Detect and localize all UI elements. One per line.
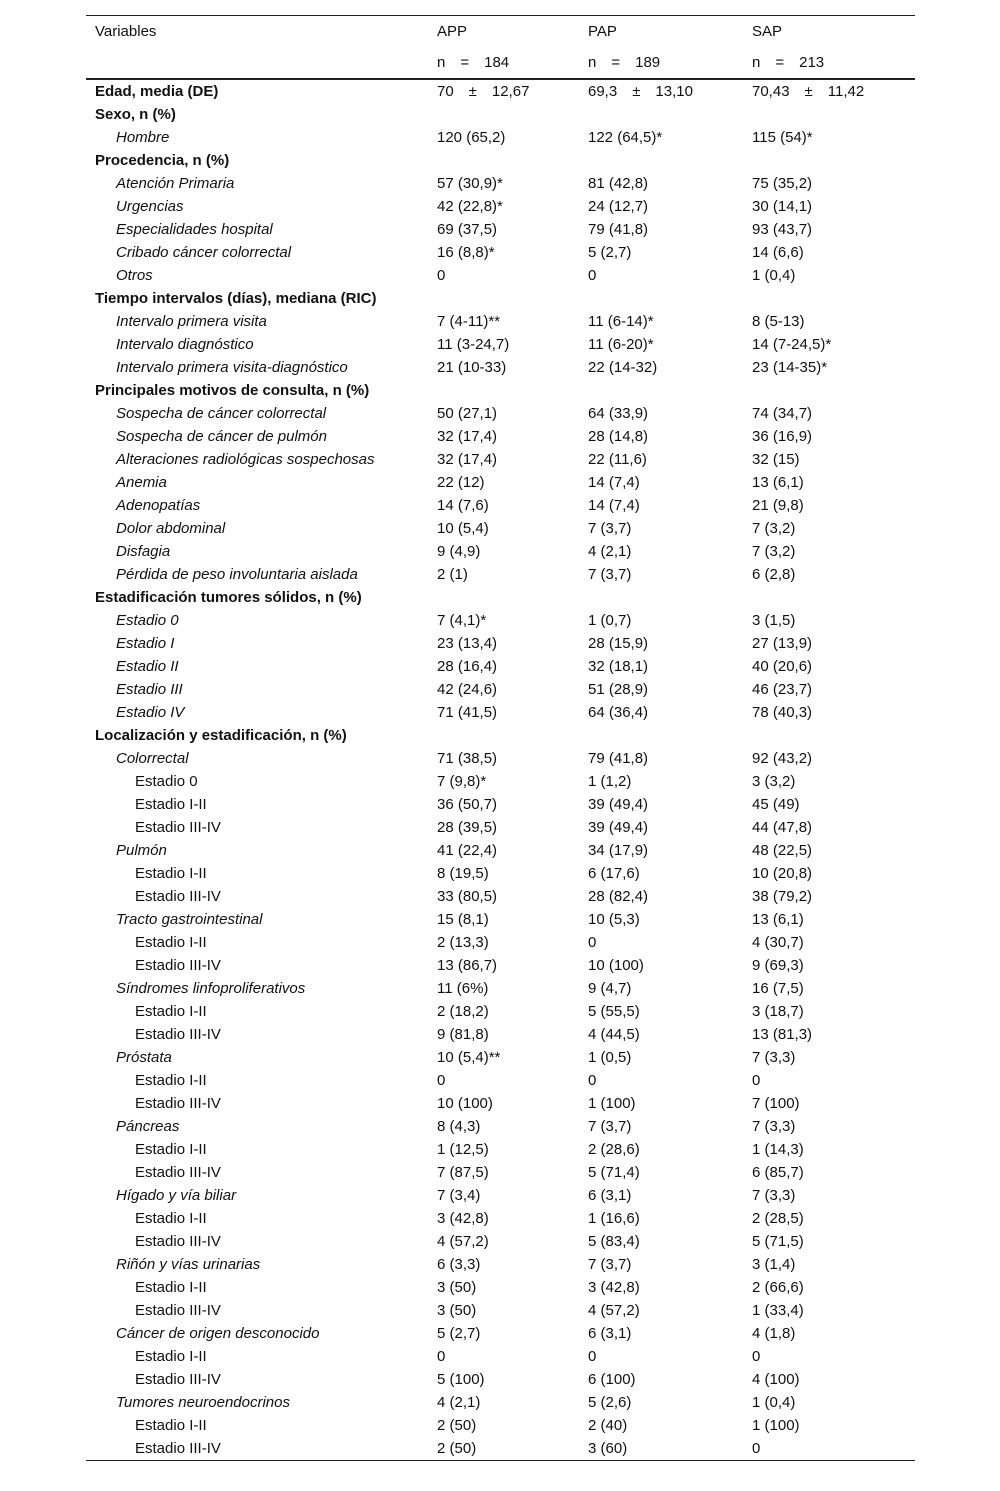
table-row: [86, 195, 915, 218]
table-row: [86, 563, 915, 586]
table-row: [86, 1391, 915, 1414]
row-label: Tiempo intervalos (días), mediana (RIC): [95, 290, 377, 307]
cell-sap: 3 (18,7): [752, 1003, 804, 1020]
cell-pap: 22 (11,6): [588, 451, 647, 468]
cell-pap: 64 (33,9): [588, 405, 649, 422]
cell-pap: 5 (55,5): [588, 1003, 640, 1020]
cell-app: 42 (24,6): [437, 681, 498, 698]
row-label: Estadio II: [116, 658, 179, 675]
cell-pap: 10 (100): [588, 957, 644, 974]
row-label: Localización y estadificación, n (%): [95, 727, 347, 744]
cell-app: 69 (37,5): [437, 221, 498, 238]
table-row: [86, 1207, 915, 1230]
row-label: Urgencias: [116, 198, 184, 215]
cell-sap: 70,43 ± 11,42: [752, 83, 865, 100]
row-label: Estadio III-IV: [135, 957, 221, 974]
header-row: [86, 16, 915, 47]
row-label: Anemia: [116, 474, 167, 491]
cell-pap: 79 (41,8): [588, 221, 649, 238]
cell-sap: 4 (1,8): [752, 1325, 796, 1342]
cell-pap: 3 (60): [588, 1440, 628, 1457]
cell-app: 32 (17,4): [437, 428, 498, 445]
cell-pap: 0: [588, 267, 597, 284]
cell-sap: 8 (5-13): [752, 313, 805, 330]
cell-sap: 0: [752, 1348, 761, 1365]
table-row: [86, 632, 915, 655]
cell-pap: 64 (36,4): [588, 704, 649, 721]
cell-app: 71 (41,5): [437, 704, 498, 721]
row-label: Principales motivos de consulta, n (%): [95, 382, 370, 399]
cell-pap: 69,3 ± 13,10: [588, 83, 693, 100]
row-label: Estadio III-IV: [135, 888, 221, 905]
cell-sap: 1 (100): [752, 1417, 800, 1434]
cell-sap: 30 (14,1): [752, 198, 813, 215]
cell-app: 70 ± 12,67: [437, 83, 530, 100]
cell-sap: 14 (7-24,5)*: [752, 336, 832, 353]
cell-app: 5 (100): [437, 1371, 485, 1388]
table-row: [86, 1414, 915, 1437]
cell-sap: 21 (9,8): [752, 497, 804, 514]
table-row: [86, 1322, 915, 1345]
table-row: [86, 954, 915, 977]
table-row: [86, 241, 915, 264]
table-row: [86, 172, 915, 195]
cell-sap: 46 (23,7): [752, 681, 813, 698]
table-row: [86, 103, 915, 126]
table-row: [86, 287, 915, 310]
cell-sap: 6 (85,7): [752, 1164, 804, 1181]
row-label: Alteraciones radiológicas sospechosas: [116, 451, 375, 468]
cell-pap: 14 (7,4): [588, 474, 640, 491]
cell-sap: 115 (54)*: [752, 129, 813, 146]
cell-app: 15 (8,1): [437, 911, 489, 928]
cell-sap: 16 (7,5): [752, 980, 804, 997]
table-row: [86, 1437, 915, 1460]
cell-sap: 45 (49): [752, 796, 800, 813]
cell-app: 9 (81,8): [437, 1026, 489, 1043]
cell-pap: 5 (2,7): [588, 244, 632, 261]
cell-sap: 75 (35,2): [752, 175, 813, 192]
row-label: Procedencia, n (%): [95, 152, 230, 169]
cell-sap: 13 (6,1): [752, 474, 804, 491]
table-row: [86, 701, 915, 724]
cell-sap: 44 (47,8): [752, 819, 813, 836]
header-variables: Variables: [95, 23, 157, 40]
cell-pap: 6 (17,6): [588, 865, 640, 882]
row-label: Estadio I-II: [135, 1072, 207, 1089]
cell-sap: 7 (3,3): [752, 1049, 796, 1066]
cell-pap: 2 (28,6): [588, 1141, 640, 1158]
cell-sap: 2 (66,6): [752, 1279, 804, 1296]
cell-pap: 22 (14-32): [588, 359, 658, 376]
cell-app: 11 (3-24,7): [437, 336, 510, 353]
table-row: [86, 586, 915, 609]
table-row: [86, 816, 915, 839]
table-row: [86, 448, 915, 471]
cell-app: 36 (50,7): [437, 796, 498, 813]
cell-sap: 0: [752, 1440, 761, 1457]
cell-sap: 4 (30,7): [752, 934, 804, 951]
row-label: Estadio I-II: [135, 934, 207, 951]
row-label: Intervalo diagnóstico: [116, 336, 254, 353]
table-row: [86, 425, 915, 448]
cell-app: 8 (4,3): [437, 1118, 481, 1135]
cell-pap: 1 (16,6): [588, 1210, 640, 1227]
row-label: Estadio III-IV: [135, 1026, 221, 1043]
header-n-app: n = 184: [437, 54, 510, 71]
cell-app: 2 (50): [437, 1440, 477, 1457]
cell-app: 7 (9,8)*: [437, 773, 487, 790]
cell-sap: 13 (6,1): [752, 911, 804, 928]
row-label: Estadificación tumores sólidos, n (%): [95, 589, 362, 606]
table-row: [86, 1184, 915, 1207]
cell-sap: 6 (2,8): [752, 566, 796, 583]
row-label: Estadio I-II: [135, 1141, 207, 1158]
cell-app: 57 (30,9)*: [437, 175, 503, 192]
table-row: [86, 609, 915, 632]
cell-pap: 7 (3,7): [588, 520, 632, 537]
row-label: Intervalo primera visita: [116, 313, 267, 330]
cell-app: 41 (22,4): [437, 842, 498, 859]
cell-app: 2 (18,2): [437, 1003, 489, 1020]
table-row: [86, 402, 915, 425]
row-label: Estadio III-IV: [135, 1440, 221, 1457]
cell-app: 0: [437, 1348, 446, 1365]
cell-sap: 4 (100): [752, 1371, 800, 1388]
cell-pap: 51 (28,9): [588, 681, 649, 698]
cell-pap: 28 (82,4): [588, 888, 649, 905]
row-label: Estadio III-IV: [135, 819, 221, 836]
row-label: Tumores neuroendocrinos: [116, 1394, 290, 1411]
cell-app: 0: [437, 267, 446, 284]
row-label: Estadio I-II: [135, 865, 207, 882]
cell-pap: 10 (5,3): [588, 911, 640, 928]
cell-pap: 11 (6-20)*: [588, 336, 654, 353]
row-label: Colorrectal: [116, 750, 189, 767]
cell-app: 7 (4,1)*: [437, 612, 487, 629]
table-row: [86, 540, 915, 563]
header-group-app: APP: [437, 23, 468, 40]
table-row: [86, 1000, 915, 1023]
cell-pap: 24 (12,7): [588, 198, 649, 215]
cell-sap: 7 (3,2): [752, 543, 796, 560]
table-row: [86, 1253, 915, 1276]
header-group-sap: SAP: [752, 23, 783, 40]
table-row: [86, 1161, 915, 1184]
cell-sap: 32 (15): [752, 451, 800, 468]
cell-app: 3 (50): [437, 1279, 477, 1296]
row-label: Estadio I-II: [135, 1279, 207, 1296]
cell-app: 10 (5,4)**: [437, 1049, 501, 1066]
cell-app: 28 (16,4): [437, 658, 498, 675]
table-row: [86, 931, 915, 954]
row-label: Disfagia: [116, 543, 171, 560]
cell-sap: 27 (13,9): [752, 635, 813, 652]
cell-sap: 5 (71,5): [752, 1233, 804, 1250]
table-row: [86, 1230, 915, 1253]
cell-sap: 1 (0,4): [752, 267, 796, 284]
table-row: [86, 517, 915, 540]
row-label: Hombre: [116, 129, 170, 146]
cell-pap: 39 (49,4): [588, 796, 649, 813]
cell-pap: 2 (40): [588, 1417, 628, 1434]
row-label: Estadio IV: [116, 704, 185, 721]
header-group-pap: PAP: [588, 23, 617, 40]
table-row: [86, 333, 915, 356]
table-row: [86, 747, 915, 770]
cell-pap: 6 (3,1): [588, 1187, 632, 1204]
row-label: Dolor abdominal: [116, 520, 226, 537]
cell-app: 32 (17,4): [437, 451, 498, 468]
cell-pap: 6 (3,1): [588, 1325, 632, 1342]
cell-pap: 122 (64,5)*: [588, 129, 663, 146]
cell-pap: 7 (3,7): [588, 1256, 632, 1273]
cell-app: 4 (57,2): [437, 1233, 489, 1250]
table-row: [86, 310, 915, 333]
row-label: Próstata: [116, 1049, 172, 1066]
row-label: Otros: [116, 267, 153, 284]
row-label: Tracto gastrointestinal: [116, 911, 263, 928]
cell-sap: 40 (20,6): [752, 658, 813, 675]
cell-pap: 1 (100): [588, 1095, 636, 1112]
row-label: Estadio III-IV: [135, 1302, 221, 1319]
cell-app: 5 (2,7): [437, 1325, 481, 1342]
cell-pap: 7 (3,7): [588, 566, 632, 583]
table-row: [86, 126, 915, 149]
cell-app: 22 (12): [437, 474, 485, 491]
cell-app: 10 (5,4): [437, 520, 489, 537]
cell-app: 10 (100): [437, 1095, 493, 1112]
table-row: [86, 908, 915, 931]
cell-pap: 28 (15,9): [588, 635, 649, 652]
cell-sap: 92 (43,2): [752, 750, 813, 767]
row-label: Estadio 0: [135, 773, 198, 790]
table-row: [86, 724, 915, 747]
cell-pap: 4 (44,5): [588, 1026, 640, 1043]
data-table: [86, 15, 915, 1461]
row-label: Pulmón: [116, 842, 167, 859]
row-label: Estadio I-II: [135, 796, 207, 813]
cell-app: 3 (50): [437, 1302, 477, 1319]
row-label: Especialidades hospital: [116, 221, 273, 238]
row-label: Hígado y vía biliar: [116, 1187, 237, 1204]
table-row: [86, 149, 915, 172]
cell-app: 42 (22,8)*: [437, 198, 503, 215]
cell-sap: 36 (16,9): [752, 428, 813, 445]
cell-app: 13 (86,7): [437, 957, 498, 974]
cell-app: 2 (50): [437, 1417, 477, 1434]
cell-sap: 7 (3,2): [752, 520, 796, 537]
cell-sap: 7 (3,3): [752, 1187, 796, 1204]
cell-pap: 0: [588, 934, 597, 951]
row-label: Estadio III-IV: [135, 1095, 221, 1112]
table-row: [86, 1276, 915, 1299]
row-label: Estadio III-IV: [135, 1164, 221, 1181]
cell-app: 7 (4-11)**: [437, 313, 501, 330]
table-row: [86, 770, 915, 793]
cell-pap: 0: [588, 1072, 597, 1089]
row-label: Estadio I-II: [135, 1210, 207, 1227]
row-label: Sospecha de cáncer colorrectal: [116, 405, 327, 422]
cell-app: 23 (13,4): [437, 635, 498, 652]
cell-sap: 10 (20,8): [752, 865, 813, 882]
cell-pap: 4 (57,2): [588, 1302, 640, 1319]
row-label: Estadio I-II: [135, 1417, 207, 1434]
cell-app: 120 (65,2): [437, 129, 506, 146]
cell-pap: 32 (18,1): [588, 658, 649, 675]
cell-app: 28 (39,5): [437, 819, 498, 836]
cell-sap: 13 (81,3): [752, 1026, 813, 1043]
cell-app: 0: [437, 1072, 446, 1089]
cell-app: 71 (38,5): [437, 750, 498, 767]
table-row: [86, 356, 915, 379]
row-label: Atención Primaria: [116, 175, 235, 192]
table-row: [86, 977, 915, 1000]
table-row: [86, 1046, 915, 1069]
cell-app: 1 (12,5): [437, 1141, 489, 1158]
row-label: Estadio I-II: [135, 1348, 207, 1365]
row-label: Estadio III-IV: [135, 1371, 221, 1388]
row-label: Cribado cáncer colorrectal: [116, 244, 292, 261]
cell-app: 8 (19,5): [437, 865, 489, 882]
cell-pap: 34 (17,9): [588, 842, 649, 859]
table-row: [86, 1299, 915, 1322]
header-n-row: [86, 47, 915, 78]
row-label: Estadio III: [116, 681, 183, 698]
cell-app: 3 (42,8): [437, 1210, 489, 1227]
row-label: Sospecha de cáncer de pulmón: [116, 428, 327, 445]
cell-app: 7 (87,5): [437, 1164, 489, 1181]
table-row: [86, 655, 915, 678]
cell-pap: 1 (0,7): [588, 612, 632, 629]
header-n-sap: n = 213: [752, 54, 825, 71]
cell-pap: 39 (49,4): [588, 819, 649, 836]
table-row: [86, 494, 915, 517]
row-label: Sexo, n (%): [95, 106, 176, 123]
table-row: [86, 379, 915, 402]
cell-sap: 1 (0,4): [752, 1394, 796, 1411]
row-label: Intervalo primera visita-diagnóstico: [116, 359, 348, 376]
table-row: [86, 264, 915, 287]
row-label: Edad, media (DE): [95, 83, 219, 100]
cell-app: 2 (1): [437, 566, 468, 583]
cell-sap: 48 (22,5): [752, 842, 813, 859]
cell-sap: 23 (14-35)*: [752, 359, 828, 376]
cell-app: 9 (4,9): [437, 543, 481, 560]
row-label: Estadio III-IV: [135, 1233, 221, 1250]
cell-app: 6 (3,3): [437, 1256, 481, 1273]
cell-pap: 28 (14,8): [588, 428, 649, 445]
cell-pap: 7 (3,7): [588, 1118, 632, 1135]
cell-sap: 3 (1,5): [752, 612, 796, 629]
cell-app: 4 (2,1): [437, 1394, 481, 1411]
table-row: [86, 839, 915, 862]
cell-sap: 7 (3,3): [752, 1118, 796, 1135]
cell-pap: 5 (2,6): [588, 1394, 632, 1411]
cell-sap: 7 (100): [752, 1095, 800, 1112]
table-row: [86, 862, 915, 885]
row-label: Estadio I-II: [135, 1003, 207, 1020]
cell-sap: 78 (40,3): [752, 704, 813, 721]
cell-sap: 9 (69,3): [752, 957, 804, 974]
row-label: Estadio I: [116, 635, 175, 652]
cell-app: 50 (27,1): [437, 405, 498, 422]
row-label: Riñón y vías urinarias: [116, 1256, 261, 1273]
table-row: [86, 1138, 915, 1161]
cell-sap: 1 (14,3): [752, 1141, 804, 1158]
cell-pap: 6 (100): [588, 1371, 636, 1388]
cell-sap: 1 (33,4): [752, 1302, 804, 1319]
cell-pap: 1 (0,5): [588, 1049, 632, 1066]
cell-pap: 0: [588, 1348, 597, 1365]
row-label: Adenopatías: [116, 497, 201, 514]
cell-pap: 11 (6-14)*: [588, 313, 654, 330]
cell-sap: 38 (79,2): [752, 888, 813, 905]
table-row: [86, 1115, 915, 1138]
cell-sap: 74 (34,7): [752, 405, 813, 422]
cell-sap: 0: [752, 1072, 761, 1089]
table-row: [86, 1069, 915, 1092]
cell-app: 14 (7,6): [437, 497, 489, 514]
row-label: Pérdida de peso involuntaria aislada: [116, 566, 358, 583]
header-n-pap: n = 189: [588, 54, 661, 71]
cell-pap: 5 (71,4): [588, 1164, 640, 1181]
table-row: [86, 1345, 915, 1368]
cell-pap: 1 (1,2): [588, 773, 632, 790]
cell-sap: 2 (28,5): [752, 1210, 804, 1227]
cell-pap: 5 (83,4): [588, 1233, 640, 1250]
table-row: [86, 218, 915, 241]
cell-pap: 4 (2,1): [588, 543, 632, 560]
table-row: [86, 1092, 915, 1115]
cell-app: 21 (10-33): [437, 359, 507, 376]
row-label: Estadio 0: [116, 612, 179, 629]
table-row: [86, 1023, 915, 1046]
cell-sap: 3 (1,4): [752, 1256, 796, 1273]
cell-app: 11 (6%): [437, 980, 489, 997]
cell-sap: 14 (6,6): [752, 244, 804, 261]
row-label: Síndromes linfoproliferativos: [116, 980, 306, 997]
table-row: [86, 1368, 915, 1391]
table-row: [86, 678, 915, 701]
cell-app: 7 (3,4): [437, 1187, 481, 1204]
cell-pap: 9 (4,7): [588, 980, 632, 997]
cell-app: 2 (13,3): [437, 934, 489, 951]
table-body: [86, 80, 915, 1460]
table-row: [86, 80, 915, 103]
cell-pap: 3 (42,8): [588, 1279, 640, 1296]
cell-pap: 14 (7,4): [588, 497, 640, 514]
table-row: [86, 471, 915, 494]
cell-app: 33 (80,5): [437, 888, 498, 905]
bottom-rule: [86, 1460, 915, 1461]
table-row: [86, 793, 915, 816]
cell-sap: 93 (43,7): [752, 221, 813, 238]
cell-sap: 3 (3,2): [752, 773, 796, 790]
cell-pap: 81 (42,8): [588, 175, 649, 192]
cell-app: 16 (8,8)*: [437, 244, 495, 261]
cell-pap: 79 (41,8): [588, 750, 649, 767]
table-row: [86, 885, 915, 908]
row-label: Cáncer de origen desconocido: [116, 1325, 320, 1342]
row-label: Páncreas: [116, 1118, 180, 1135]
